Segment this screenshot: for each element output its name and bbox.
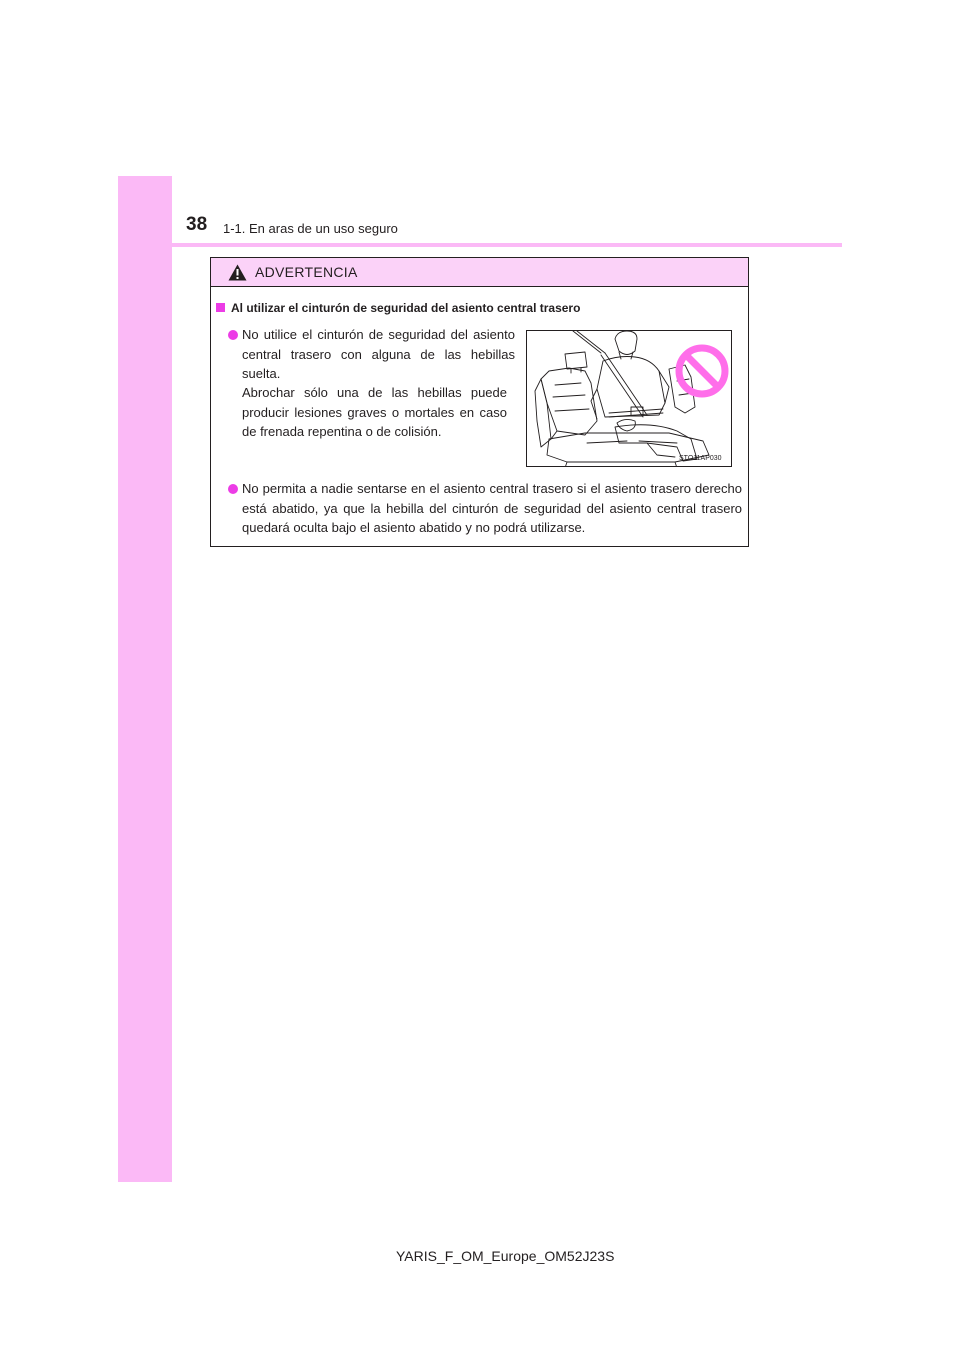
section-title: 1-1. En aras de un uso seguro bbox=[223, 221, 398, 236]
square-bullet-icon bbox=[216, 303, 225, 312]
header-rule bbox=[118, 243, 842, 247]
page-number: 38 bbox=[186, 214, 208, 235]
bullet-dot-icon bbox=[228, 330, 238, 340]
warning-paragraph: Abrochar sólo una de las hebillas puede producir lesiones graves o mortales en caso de frenada repentina o de colisión. bbox=[242, 385, 507, 439]
warning-box bbox=[210, 257, 749, 547]
seatbelt-drawing bbox=[527, 331, 732, 467]
seatbelt-illustration bbox=[526, 330, 732, 467]
warning-paragraph: No utilice el cinturón de seguridad del asiento central trasero con alguna de las hebillas suelta. bbox=[242, 327, 515, 381]
bullet-dot-icon bbox=[228, 484, 238, 494]
prohibition-icon bbox=[679, 348, 725, 394]
figure-code: STO11AP030 bbox=[679, 455, 722, 462]
sidebar-tab bbox=[118, 176, 172, 1182]
warning-triangle-icon bbox=[228, 264, 247, 281]
warning-header bbox=[211, 258, 748, 287]
warning-title: ADVERTENCIA bbox=[255, 264, 358, 280]
warning-subheading-text: Al utilizar el cinturón de seguridad del asiento central trasero bbox=[231, 301, 581, 315]
warning-paragraph: No permita a nadie sentarse en el asiento central trasero si el asiento trasero derecho está abatido, ya que la hebilla del cinturón de seguridad del asiento central trasero quedará oculta bajo el asiento abatido y no podrá utilizarse. bbox=[242, 481, 742, 535]
warning-subheading bbox=[216, 301, 736, 316]
document-code: YARIS_F_OM_Europe_OM52J23S bbox=[396, 1248, 615, 1264]
